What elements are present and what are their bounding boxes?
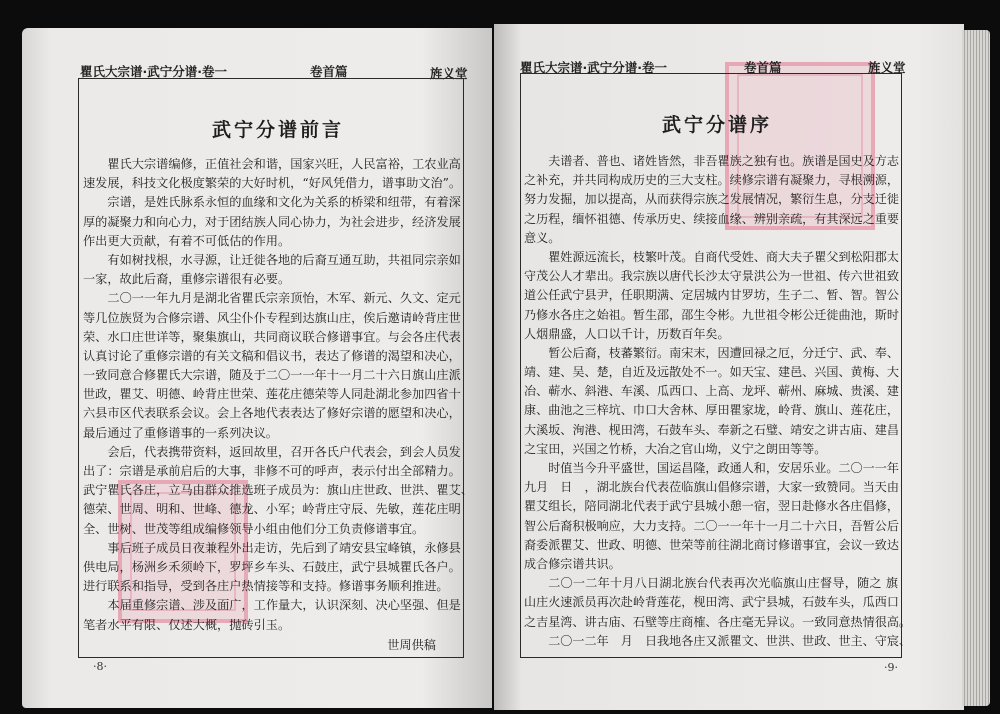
text-line: 意义。	[524, 230, 561, 245]
text-line: 二〇一一年九月是湖北省瞿氏宗亲顶怡，木军、新元、久文、定元	[107, 291, 461, 306]
text-line: 全、世树、世茂等组成编修领导小组由他们分工负责修谱事宜。	[83, 521, 425, 536]
text-line: 道公任武宁县尹，任职期满、定居城内甘罗坊，生子二、暂、智。智公	[524, 288, 899, 303]
text-line: 笔者水平有限、仅述大概，抛砖引玉。	[83, 617, 291, 632]
left-header-hall: 旌义堂	[430, 66, 468, 81]
text-line: 之宝田，兴国之竹桥，大冶之官山坳，义宁之朗田等等。	[524, 441, 827, 456]
text-line: 最后通过了重修谱事的一系列决议。	[83, 425, 278, 440]
text-line: 裔委派瞿艾、世政、明德、世荣等前往湖北商讨修谱事宜，会议一致达	[524, 537, 899, 552]
text-line: 山庄火速派员再次赴岭背莲花，枧田湾、武宁县城，石鼓车头，瓜西口	[524, 595, 899, 610]
text-line: 出了：宗谱是承前启后的大事，非修不可的呼声，表示付出全部精力。	[83, 464, 461, 478]
paragraph	[83, 443, 473, 539]
left-header-section: 卷首篇	[310, 64, 348, 79]
text-line: 一家，故此后裔，重修宗谱很有必要。	[83, 272, 291, 287]
text-line: 事后班子成员日夜兼程外出走访，先后到了靖安县宝峰镇，永修县	[107, 540, 461, 555]
left-body-text	[83, 155, 473, 655]
text-line: 时值当今升平盛世，国运昌隆，政通人和，安居乐业。二〇一一年	[548, 461, 899, 475]
paragraph	[83, 193, 460, 251]
text-line: 厚的凝聚力和向心力，对于团结族人同心协力，为社会进步，经济发展	[83, 214, 461, 229]
paragraph	[524, 152, 898, 248]
page-edges	[962, 30, 990, 706]
text-line: 等几位族贤为合修宗谱、风尘仆仆专程到达旗山庄，俟后邀请岭背庄世	[83, 310, 461, 325]
text-line: 之历程，缅怀祖德、传承历史、续接血缘、辨别亲疏，有其深远之重要	[524, 211, 899, 226]
paragraph	[524, 632, 912, 651]
text-line: 成合修宗谱共识。	[524, 556, 621, 571]
right-page-title: 武宁分谱序	[662, 114, 773, 136]
text-line: 宗谱，是姓氏脉系永恒的血缘和文化为关系的桥梁和纽带，有着深	[107, 195, 461, 210]
text-line: 努力发掘，加以提高，从而获得宗族之发展情况，繁衍生息，分支迁徙	[524, 192, 899, 207]
right-header-hall: 旌义堂	[868, 60, 906, 75]
text-line: 有如树找根，水寻源，让迁徙各地的后裔互通互助，共祖同宗亲如	[107, 252, 461, 267]
paragraph	[83, 596, 460, 634]
text-line: 九月 日 ，湖北族台代表莅临旗山倡修宗谱，大家一致赞同。当天由	[524, 480, 899, 495]
text-line: 武宁瞿氏各庄，立马由群众推选班子成员为：旗山庄世政、世洪、瞿艾、	[83, 483, 473, 498]
text-line: 作出更大贡献，有着不可低估的作用。	[83, 233, 291, 248]
text-line: 二〇一二年十月八日湖北族台代表再次光临旗山庄督导，随之 旗	[548, 576, 898, 591]
text-line: 大溪坂、洵港、枧田湾，石鼓车头、奉新之石璧、靖安之讲古庙、建昌	[524, 422, 899, 437]
text-line: 靖、建、吴、楚，自近及远散处不一。如天宝、建邑、兴国、黄梅、大	[524, 365, 899, 380]
text-line: 会后，代表携带资料，返回故里，召开各氏户代表会，到会人员发	[107, 444, 461, 459]
right-body-text	[524, 152, 912, 651]
paragraph	[83, 289, 460, 443]
left-page-title: 武宁分谱前言	[212, 119, 345, 141]
paragraph	[524, 344, 898, 459]
right-header-book: 瞿氏大宗谱·武宁分谱·卷一	[520, 60, 667, 75]
text-line: 进行联系和指导，受到各庄户热情接等和支持。修谱事务顺利推进。	[83, 579, 449, 594]
paragraph	[83, 155, 460, 193]
text-line: 守茂公人才辈出。我宗族以唐代长沙太守景洪公为一世祖、传六世祖致	[524, 269, 899, 284]
paragraph	[524, 574, 912, 632]
paragraph	[83, 251, 460, 289]
text-line: 德荣、世周、明和、世峰、德龙、小军；岭背庄守辰、先敏，莲花庄明	[83, 502, 461, 517]
text-line: 康、曲池之三梓坑、巾口大舍林、厚田瞿家垅，岭背、旗山、莲花庄，	[524, 403, 899, 418]
text-line: 乃修水各庄之始祖。暂生邵，邵生令彬。九世祖令彬公迁徙曲池，斯时	[524, 307, 899, 322]
text-line: 之吉星湾、讲古庙、石壁等庄商榷、各庄毫无异议。一致同意热情很高。	[524, 614, 912, 629]
text-line: 智公后裔积极响应，大力支持。二〇一一年十一月二十六日，吾暂公后	[524, 518, 899, 533]
left-header-book: 瞿氏大宗谱·武宁分谱·卷一	[80, 64, 227, 79]
right-page-number: ·9·	[884, 661, 898, 674]
text-line: 速发展，科技文化极度繁荣的大好时机，“好风凭借力，谱事助文治”。	[83, 176, 462, 191]
right-header-section: 卷首篇	[744, 60, 782, 75]
text-line: 之补充，并共同构成历史的三大支柱。续修宗谱有凝聚力，寻根溯源，	[524, 173, 899, 188]
text-line: 一致同意合修瞿氏大宗谱，随及于二〇一一年十一月二十六日旗山庄派	[83, 368, 461, 383]
text-line: 暂公后裔，枝蕃繁衍。南宋末，因遭回禄之厄，分迁宁、武、奉、	[548, 345, 899, 360]
text-line: 本届重修宗谱、涉及面广，工作量大，认识深刻、决心坚强、但是	[107, 598, 461, 613]
text-line: 瞿氏大宗谱编修，正值社会和谐，国家兴旺，人民富裕，工农业高	[107, 157, 461, 171]
paragraph	[524, 459, 898, 574]
text-line: 世政，瞿艾、明德、岭背庄世荣、莲花庄德荣等人同赴湖北参加四省十	[83, 387, 461, 402]
text-line: 人烟鼎盛，人口以千计，历数百年矣。	[524, 326, 730, 341]
text-line: 供电局，杨洲乡禾须岭下，罗坪乡车头、石鼓庄，武宁县城瞿氏各户。	[83, 559, 461, 574]
text-line: 认真讨论了重修宗谱的有关文稿和倡议书，表达了修谱的渴望和决心，	[83, 348, 461, 363]
paragraph	[83, 539, 460, 597]
text-line: 二〇一二年 月 日我地各庄又派瞿文、世洪、世政、世主、守宸、	[548, 633, 912, 648]
paragraph	[524, 248, 898, 344]
text-line: 冶、蕲水、斜港、车溪、瓜西口、上高、龙坪、蕲州、麻城、贵溪、建	[524, 384, 899, 399]
left-page-number: ·8·	[93, 660, 107, 673]
text-line: 荣、水口庄世详等，聚集旗山，共同商议联合修谱事宜。与会各庄代表	[83, 329, 461, 344]
text-line: 瞿姓源远流长，枝繁叶茂。自商代受姓、商大夫子瞿父到松阳郡太	[548, 249, 899, 264]
text-line: 六县市区代表联系会议。会上各地代表表达了修好宗谱的愿望和决心，	[83, 406, 461, 421]
text-line: 夫谱者、普也、诸姓皆然，非吾瞿族之独有也。族谱是国史及方志	[548, 154, 899, 168]
signature: 世周供稿	[387, 637, 436, 652]
text-line: 瞿艾组长，陪同湖北代表于武宁县城小憩一宿，翌日赴修水各庄倡修，	[524, 499, 899, 514]
